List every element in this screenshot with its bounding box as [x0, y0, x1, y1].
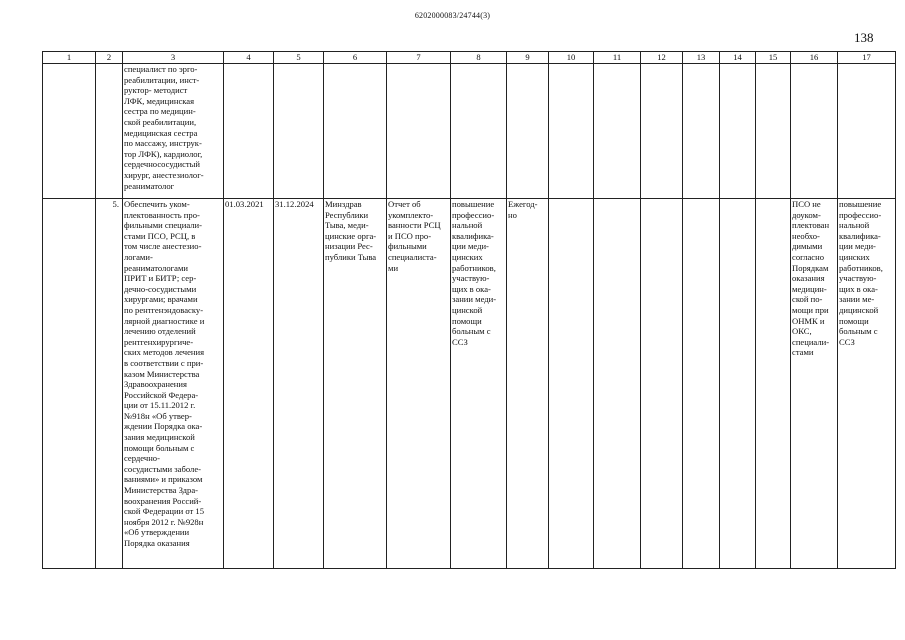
column-header: 4 [224, 52, 274, 64]
column-header: 14 [720, 52, 756, 64]
column-header: 11 [594, 52, 641, 64]
cell-frequency: Ежегод- но [507, 199, 549, 569]
cell-col15 [756, 199, 791, 569]
cell-col5 [274, 64, 324, 199]
cell-col12 [641, 64, 683, 199]
cell-report: Отчет об укомплекто- ванности РСЦ и ПСО про- фильными специалиста- ми [387, 199, 451, 569]
table-row-item-5 [43, 199, 896, 569]
column-header: 10 [549, 52, 594, 64]
column-header: 3 [123, 52, 224, 64]
cell-col11 [594, 199, 641, 569]
column-header: 15 [756, 52, 791, 64]
column-header: 17 [838, 52, 896, 64]
column-header: 1 [43, 52, 96, 64]
cell-col10 [549, 64, 594, 199]
cell-col14 [720, 199, 756, 569]
cell-col13 [683, 64, 720, 199]
column-header: 5 [274, 52, 324, 64]
cell-measure-description: Обеспечить уком- плектованность про- фильными специали- стами ПСО, РСЦ, в том числе анестезио- логами- реаниматологами ПРИТ и БИТР; сер- дечно-сосудистыми хирургами; врачами по рентгенэндоваску- лярной диагностике и лечению отделений рентгенхирургиче- ских методов лечения в соответствии с при- казом Министерства Здравоохранения Российской Федера- ции от 15.11.2012 г. №918н «Об утвер- ждении Порядка ока- зания медицинской помощи больным с сердечно- сосудистыми заболе- ваниями» и приказом Министерства Здра- воохранения Россий- ской Федерации от 15 ноября 2012 г. №928н «Об утверждении Порядка оказания [123, 199, 224, 569]
cell-col1 [43, 64, 96, 199]
cell-result: повышение профессио- нальной квалифика- ции меди- цинских работников, участвую- щих в ока- зании меди- цинской помощи больным с ССЗ [451, 199, 507, 569]
column-header: 7 [387, 52, 451, 64]
column-header: 9 [507, 52, 549, 64]
cell-col1 [43, 199, 96, 569]
cell-col9 [507, 64, 549, 199]
column-header: 2 [96, 52, 123, 64]
cell-col4 [224, 64, 274, 199]
column-header: 13 [683, 52, 720, 64]
cell-col7 [387, 64, 451, 199]
cell-item-number: 5. [96, 199, 123, 569]
column-header: 6 [324, 52, 387, 64]
document-id: 6202000083/24744(3) [414, 11, 491, 20]
column-number-row [43, 52, 896, 64]
table-row-continuation [43, 64, 896, 199]
cell-col16 [791, 64, 838, 199]
cell-problem: ПСО не доуком- плектован необхо- димыми согласно Порядкам оказания медицин- ской по- мощи при ОНМК и ОКС, специали- стами [791, 199, 838, 569]
cell-responsible: Минздрав Республики Тыва, меди- цинские орга- низации Рес- публики Тыва [324, 199, 387, 569]
page-number: 138 [854, 30, 874, 45]
cell-col3-specialists: специалист по эрго- реабилитации, инст- руктор- методист ЛФК, медицинская сестра по медицин- ской реабилитации, медицинская сестра по массажу, инструк- тор ЛФК), кардиолог, сердечнососудистый хирург, анестезиолог- реаниматолог [123, 64, 224, 199]
column-header: 16 [791, 52, 838, 64]
cell-col14 [720, 64, 756, 199]
column-header: 8 [451, 52, 507, 64]
cell-col17 [838, 64, 896, 199]
cell-col2 [96, 64, 123, 199]
cell-solution: повышение профессио- нальной квалифика- ции меди- цинских работников, участвую- щих в ока- зании ме- дицинской помощи больным с ССЗ [838, 199, 896, 569]
cell-col11 [594, 64, 641, 199]
cell-start-date: 01.03.2021 [224, 199, 274, 569]
cell-col12 [641, 199, 683, 569]
cell-col8 [451, 64, 507, 199]
cell-end-date: 31.12.2024 [274, 199, 324, 569]
cell-col13 [683, 199, 720, 569]
cell-col10 [549, 199, 594, 569]
cell-col6 [324, 64, 387, 199]
column-header: 12 [641, 52, 683, 64]
data-table [42, 51, 896, 569]
cell-col15 [756, 64, 791, 199]
